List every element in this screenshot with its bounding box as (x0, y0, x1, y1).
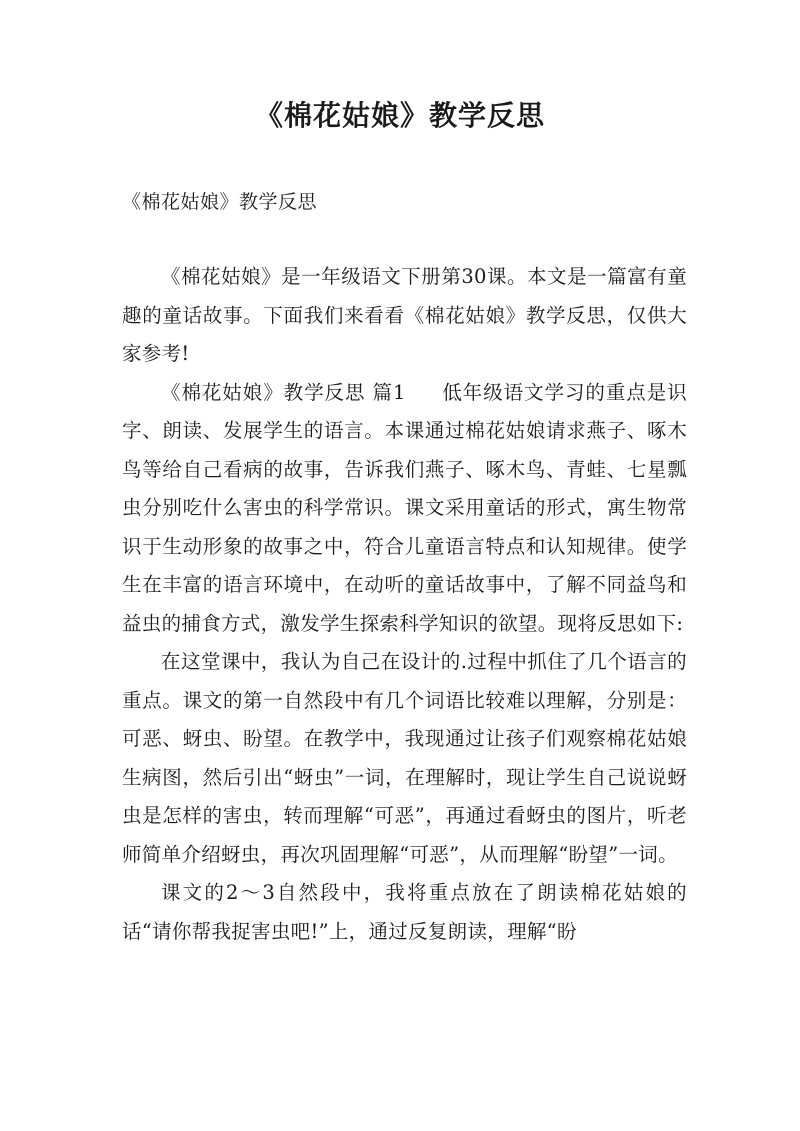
section-label: 《棉花姑娘》教学反思 篇1 (161, 380, 406, 404)
document-body (122, 258, 687, 951)
paragraph-2: 在这堂课中，我认为自己在设计的.过程中抓住了几个语言的重点。课文的第一自然段中有几个词语比较难以理解，分别是：可恶、蚜虫、盼望。在教学中，我现通过让孩子们观察棉花姑娘生病图，然后引出“蚜虫”一词，在理解时，现让学生自己说说蚜虫是怎样的害虫，转而理解“可恶”，再通过看蚜虫的图片，听老师简单介绍蚜虫，再次巩固理解“可恶”，从而理解“盼望”一词。 (122, 650, 687, 866)
document-title: 《棉花姑娘》教学反思 (254, 99, 545, 132)
intro-paragraph: 《棉花姑娘》是一年级语文下册第30课。本文是一篇富有童趣的童话故事。下面我们来看看《棉花姑娘》教学反思，仅供大家参考! (122, 265, 687, 365)
section-text: 低年级语文学习的重点是识字、朗读、发展学生的语言。本课通过棉花姑娘请求燕子、啄木鸟等给自己看病的故事，告诉我们燕子、啄木鸟、青蛙、七星瓢虫分别吃什么害虫的科学常识。课文采用童话的形式，寓生物常识于生动形象的故事之中，符合儿童语言特点和认知规律。使学生在丰富的语言环境中，在动听的童话故事中，了解不同益鸟和益虫的捕食方式，激发学生探索科学知识的欲望。现将反思如下: (122, 380, 687, 635)
document-subtitle: 《棉花姑娘》教学反思 (122, 191, 318, 213)
section-1-paragraph (122, 374, 687, 644)
paragraph-3: 课文的2～3自然段中，我将重点放在了朗读棉花姑娘的话“请你帮我捉害虫吧!”上，通过反复朗读，理解“盼 (122, 881, 687, 943)
